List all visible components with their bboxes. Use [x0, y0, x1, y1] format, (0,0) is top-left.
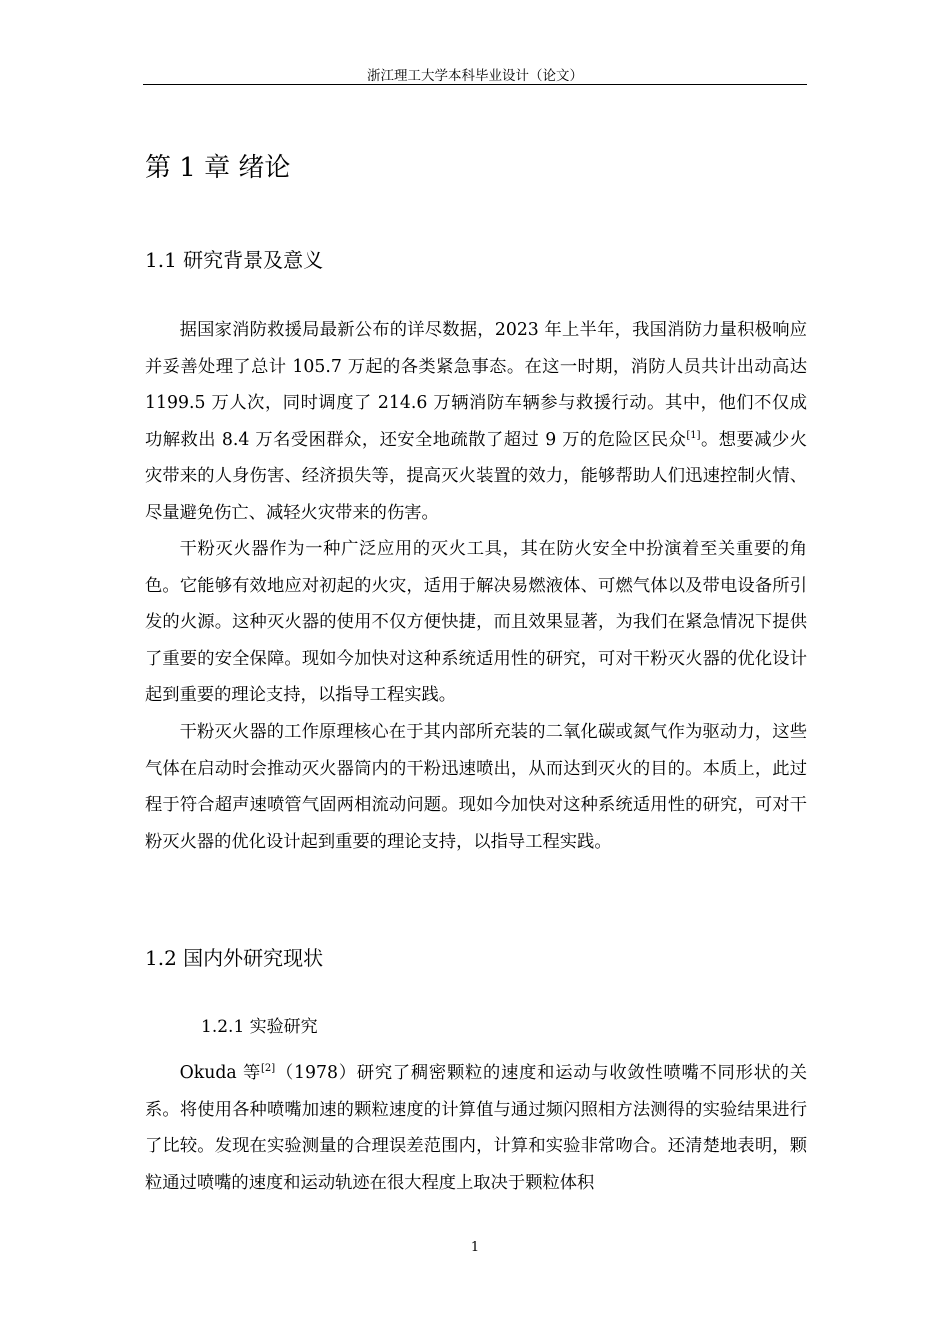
- paragraph-text: （1978）研究了稠密颗粒的速度和运动与收敛性喷嘴不同形状的关系。将使用各种喷嘴加速的颗粒速度的计算值与通过频闪照相方法测得的实验结果进行了比较。发现在实验测量的合理误差范围内，计算和实验非常吻合。还清楚地表明，颗粒通过喷嘴的速度和运动轨迹在很大程度上取决于颗粒体积: [145, 1063, 807, 1193]
- subsection-title-1-2-1: 1.2.1 实验研究: [201, 1017, 318, 1037]
- section-title-1-2: 1.2 国内外研究现状: [145, 946, 324, 970]
- running-header: 浙江理工大学本科毕业设计（论文）: [367, 68, 583, 84]
- paragraph-working-principle: 干粉灭火器的工作原理核心在于其内部所充装的二氧化碳或氮气作为驱动力，这些气体在启动时会推动灭火器筒内的干粉迅速喷出，从而达到灭火的目的。本质上，此过程于符合超声速喷管气固两相流动问题。现如今加快对这种系统适用性的研究，可对干粉灭火器的优化设计起到重要的理论支持，以指导工程实践。: [145, 722, 807, 852]
- citation-ref-1: [1]: [686, 429, 701, 441]
- paragraph-extinguisher-role: 干粉灭火器作为一种广泛应用的灭火工具，其在防火安全中扮演着至关重要的角色。它能够有效地应对初起的火灾，适用于解决易燃液体、可燃气体以及带电设备所引发的火源。这种灭火器的使用不仅方便快捷，而且效果显著，为我们在紧急情况下提供了重要的安全保障。现如今加快对这种系统适用性的研究，可对干粉灭火器的优化设计起到重要的理论支持，以指导工程实践。: [145, 539, 807, 705]
- section-title-1-1: 1.1 研究背景及意义: [145, 248, 324, 272]
- citation-ref-2: [2]: [261, 1063, 276, 1075]
- paragraph-text: 据国家消防救援局最新公布的详尽数据，2023 年上半年，我国消防力量积极响应并妥善处理了总计 105.7 万起的各类紧急事态。在这一时期，消防人员共计出动高达 1199.5 万人次，同时调度了 214.6 万辆消防车辆参与救援行动。其中，他们不仅成功解救出 8.4 万名受困群众，还安全地疏散了超过 9 万的危险区民众: [145, 320, 807, 450]
- header-divider: [143, 84, 807, 85]
- page-number: 1: [470, 1240, 480, 1255]
- paragraph-text: Okuda 等: [179, 1063, 262, 1083]
- paragraph-text: 。想要减少火灾带来的人身伤害、经济损失等，提高灭火装置的效力，能够帮助人们迅速控制火情、尽量避免伤亡、减轻火灾带来的伤害。: [145, 429, 807, 523]
- chapter-title: 第 1 章 绪论: [145, 153, 291, 183]
- paragraph-fire-statistics: [145, 312, 807, 531]
- paragraph-okuda-study: [145, 1055, 807, 1201]
